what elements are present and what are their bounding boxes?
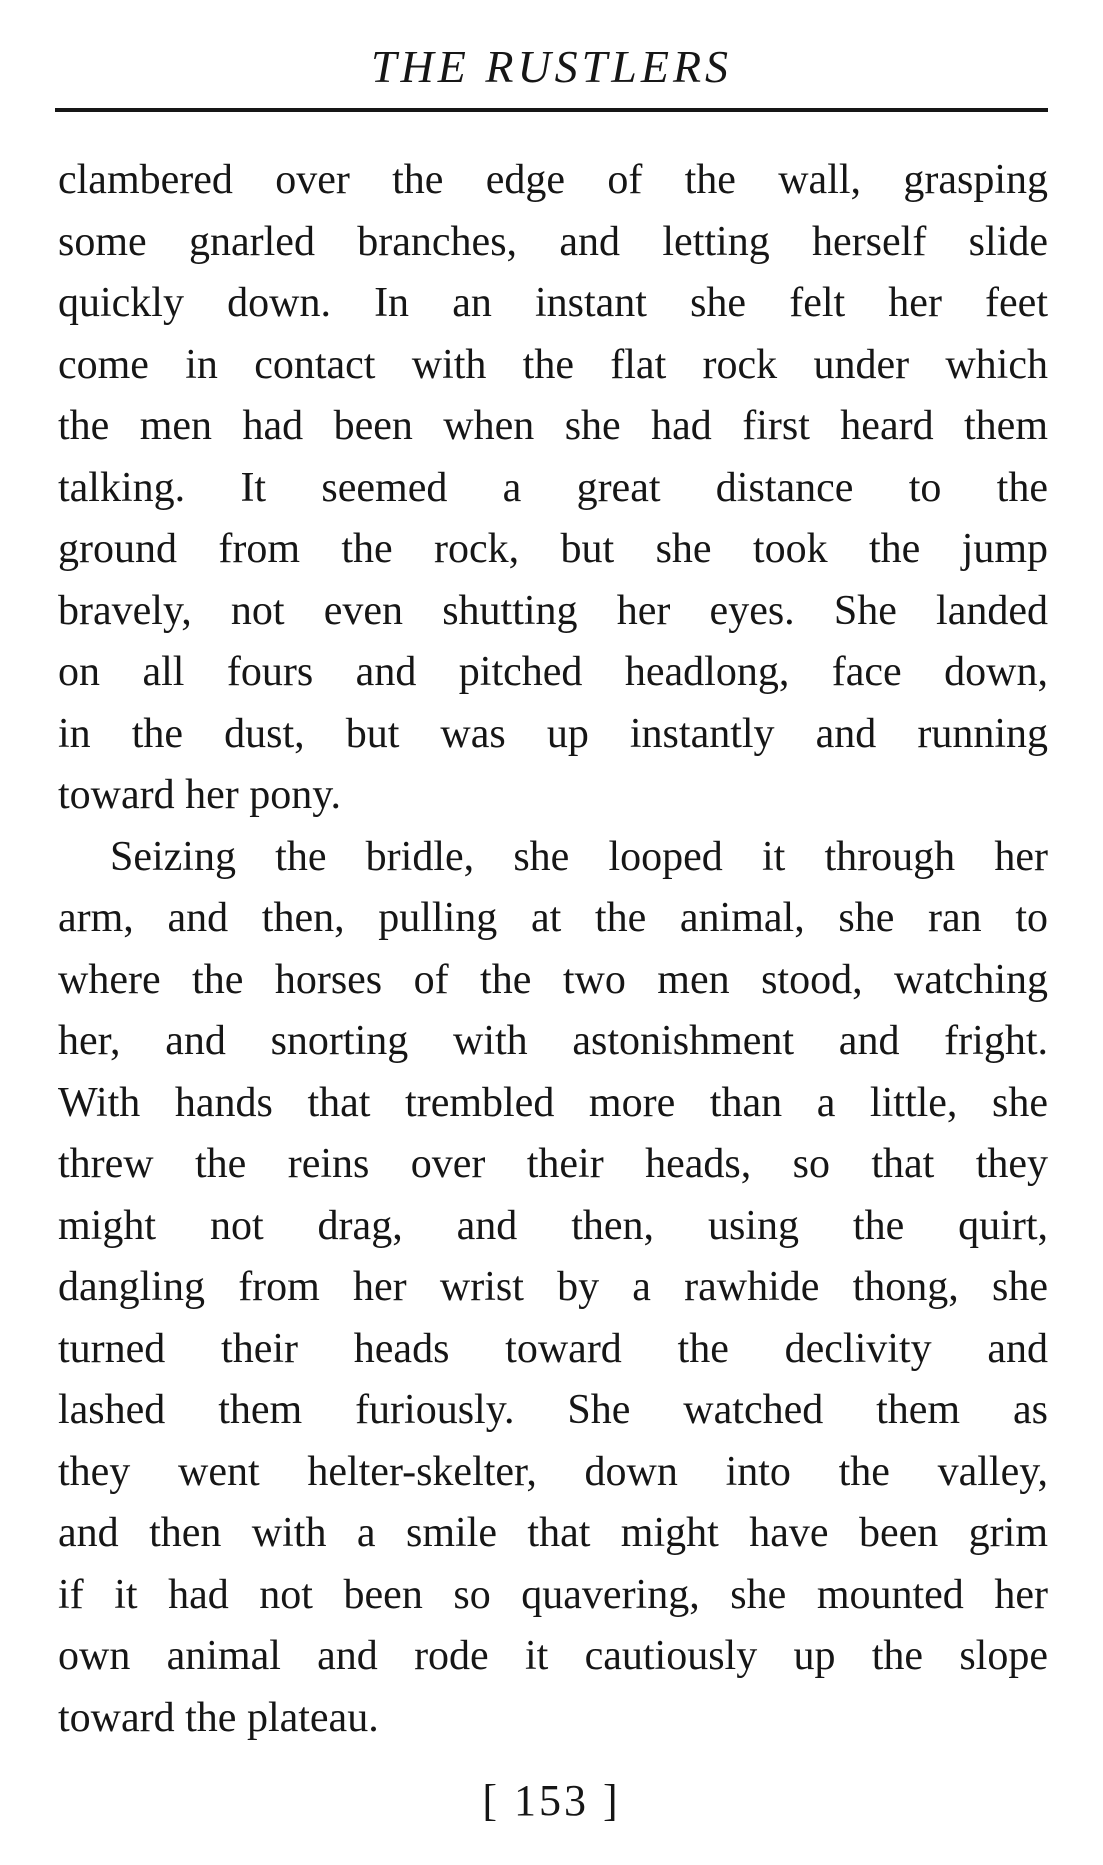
- paragraph-1: [58, 150, 1048, 827]
- text-line: and then with a smile that might have been grim: [58, 1510, 1048, 1556]
- running-title: THE RUSTLERS: [370, 41, 733, 92]
- text-line: talking. It seemed a great distance to the: [58, 464, 1048, 511]
- text-line: With hands that trembled more than a little, she: [58, 1079, 1048, 1126]
- text-line: on all fours and pitched headlong, face down,: [58, 649, 1048, 695]
- text-line: they went helter-skelter, down into the valley,: [58, 1448, 1048, 1495]
- text-line: if it had not been so quavering, she mounted her: [58, 1571, 1048, 1618]
- text-line: ground from the rock, but she took the jump: [58, 526, 1048, 572]
- text-line: turned their heads toward the declivity and: [58, 1325, 1048, 1372]
- body-text: [58, 150, 1048, 1749]
- text-line: her, and snorting with astonishment and fright.: [58, 1018, 1048, 1064]
- paragraph-2: [58, 827, 1048, 1750]
- text-line: Seizing the bridle, she looped it through her: [110, 833, 1048, 880]
- text-line: bravely, not even shutting her eyes. She landed: [58, 587, 1048, 634]
- text-line: threw the reins over their heads, so that they: [58, 1141, 1048, 1187]
- text-line: some gnarled branches, and letting herself slide: [58, 218, 1048, 265]
- text-line: toward her pony.: [58, 772, 342, 818]
- text-line: come in contact with the flat rock under which: [58, 341, 1048, 388]
- header-rule: [55, 108, 1048, 112]
- text-line: lashed them furiously. She watched them as: [58, 1387, 1048, 1433]
- text-line: in the dust, but was up instantly and running: [58, 710, 1048, 757]
- text-line: quickly down. In an instant she felt her feet: [58, 280, 1048, 326]
- text-line: arm, and then, pulling at the animal, she ran to: [58, 895, 1048, 941]
- text-line: where the horses of the two men stood, watching: [58, 956, 1048, 1003]
- text-line: toward the plateau.: [58, 1694, 379, 1741]
- text-line: the men had been when she had first heard them: [58, 403, 1048, 449]
- page-number: [ 153 ]: [482, 1776, 621, 1825]
- text-line: clambered over the edge of the wall, grasping: [58, 157, 1048, 203]
- text-line: might not drag, and then, using the quirt,: [58, 1202, 1048, 1249]
- text-line: own animal and rode it cautiously up the slope: [58, 1633, 1048, 1679]
- text-line: dangling from her wrist by a rawhide thong, she: [58, 1264, 1048, 1310]
